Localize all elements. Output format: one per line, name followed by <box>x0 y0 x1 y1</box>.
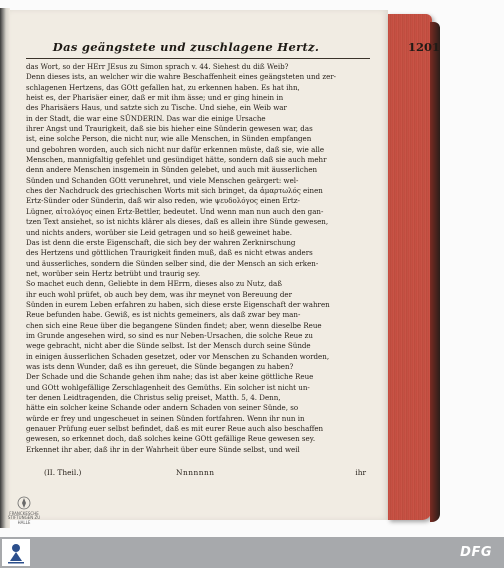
page-body-text <box>26 62 370 464</box>
text-line: ter denen Leidtragenden, die Christus selig preiset, Matth. 5, 4. Denn, <box>26 393 281 402</box>
text-line: net, worüber sein Hertz betrübt und traurig sey. <box>26 268 201 278</box>
text-line: Menschen, mannigfaltig gefehlet und gesündiget hätte, sondern daß sie auch mehr <box>26 155 327 165</box>
text-line: Das ist denn die erste Eigenschaft, die sich bey der wahren Zerknirschung <box>26 237 296 247</box>
text-line: denn andere Menschen insgemein in Sünden gelebet, und auch mit äusserlichen <box>26 165 318 175</box>
header-rule <box>26 58 370 59</box>
text-line: tzen Text ansiehet, so ist nichts klärer als dieses, daß es allein ihre Sünde gewesen, <box>26 217 329 227</box>
text-line: schlagenen Hertzens, das GOtt gefallen hat, zu erkennen haben. Es hat ihn, <box>26 82 300 92</box>
text-line: heist es, der Pharisäer einer, daß er mit ihm ässe; und er ging hinein in <box>26 93 284 103</box>
text-line: wege gebracht, nicht aber die Sünde selbst. Ist der Mensch durch seine Sünde <box>26 341 311 351</box>
text-line: ihr euch wohl prüfet, ob auch bey dem, was ihr meynet von Bereuung der <box>26 289 293 299</box>
text-line: im Grunde angesehen wird, so sind es nur Neben-Ursachen, die solche Reue zu <box>26 330 313 340</box>
text-line: Reue befunden habe. Gewiß, es ist nichts gemeiners, als daß zwar bey man- <box>26 310 301 320</box>
text-line: und nichts anders, worüber sie Leid getragen und so heiß geweinet habe. <box>26 227 293 237</box>
text-line: ist, eine solche Person, die nicht nur, wie alle Menschen, in Sünden empfangen <box>26 134 312 144</box>
text-line: Sünden und Schanden GOtt verunehret, und viele Menschen geärgert: wel- <box>26 175 299 185</box>
text-line: des Hertzens und göttlichen Traurigkeit finden muß, daß es nicht etwas anders <box>26 248 313 258</box>
book-binding <box>0 8 10 528</box>
text-line: in der Stadt, die war eine SÜNDERIN. Das war die einige Ursache <box>26 113 266 123</box>
library-mark-text: FRANCKESCHE STIFTUNGEN ZU HALLE <box>7 510 41 525</box>
text-line: Erkennet ihr aber, daß ihr in der Wahrheit über eure Sünde selbst, und weil <box>26 444 300 454</box>
page-footer <box>26 468 370 480</box>
text-line: was ists denn Wunder, daß es ihn gereuet, die Sünde begangen zu haben? <box>26 361 294 371</box>
signature-mark: Nnnnnnn <box>176 468 215 477</box>
library-logo-icon <box>2 539 30 566</box>
book-cover-edge <box>430 22 440 522</box>
text-line: ches der Nachdruck des griechischen Worts mit sich bringet, da ἁμαρτωλός einen <box>26 186 323 196</box>
library-watermark <box>4 496 44 525</box>
library-emblem-icon <box>15 496 33 510</box>
volume-mark: (II. Theil.) <box>44 468 82 477</box>
text-line: das Wort, so der HErr JEsus zu Simon sprach v. 44. Siehest du diß Weib? <box>26 62 289 71</box>
dfg-logo[interactable]: DFG <box>460 545 492 560</box>
page-edge-red <box>388 14 432 520</box>
text-line: würde er frey und ungescheuet in seinen Sünden fortfahren. Wenn ihr nun in <box>26 413 305 423</box>
text-line: genauer Prüfung euer selbst befindet, daß es mit eurer Reue auch also beschaffen <box>26 424 324 434</box>
text-line: chen sich eine Reue über die begangene Sünden findet; aber, wenn dieselbe Reue <box>26 320 322 330</box>
text-line: und äusserliches, sondern die Sünden selber sind, die der Mensch an sich erken- <box>26 258 319 268</box>
text-line: Ertz-Sünder oder Sünderin, daß wir also reden, wie ψευδολόγος einen Ertz- <box>26 196 300 206</box>
text-line: ihrer Angst und Traurigkeit, daß sie bis hieher eine Sünderin gewesen war, das <box>26 124 313 134</box>
page-number: 1201 <box>407 40 440 54</box>
running-head: Das geängstete und zuschlagene Hertz. <box>52 40 320 54</box>
library-logo[interactable] <box>2 539 30 566</box>
text-line: und GOtt wohlgefällige Zerschlagenheit des Gemüths. Ein solcher ist nicht un- <box>26 382 310 392</box>
text-line: Denn dieses ists, an welcher wir die wahre Beschaffenheit eines geängsteten und zer- <box>26 72 337 82</box>
text-line: Der Schade und die Schande gehen ihm nahe; das ist aber keine göttliche Reue <box>26 372 314 382</box>
text-line: in einigen äusserlichen Schaden gesetzet, oder vor Menschen zu Schanden worden, <box>26 351 330 361</box>
viewer-footer-bar <box>0 537 504 568</box>
text-line: Sünden in eurem Leben erfahren zu haben, sich diese erste Eigenschaft der wahren <box>26 299 330 309</box>
text-line: gewesen, so erkennet doch, daß solches keine GOtt gefällige Reue gewesen sey. <box>26 434 316 444</box>
text-line: und gebohren worden, auch sich nicht nur dafür erkennen müste, daß sie, wie alle <box>26 144 325 154</box>
text-line: des Pharisäers Haus, und satzte sich zu Tische. Und siehe, ein Weib war <box>26 103 287 113</box>
text-line: Lügner, αἰτολόγος einen Ertz-Bettler, bedeutet. Und wenn man nun auch den gan- <box>26 206 324 216</box>
text-line: hätte ein solcher keine Schande oder andern Schaden von seiner Sünde, so <box>26 403 299 413</box>
catchword: ihr <box>355 468 366 477</box>
text-line: So machet euch denn, Geliebte in dem HErrn, dieses also zu Nutz, daß <box>26 279 282 289</box>
